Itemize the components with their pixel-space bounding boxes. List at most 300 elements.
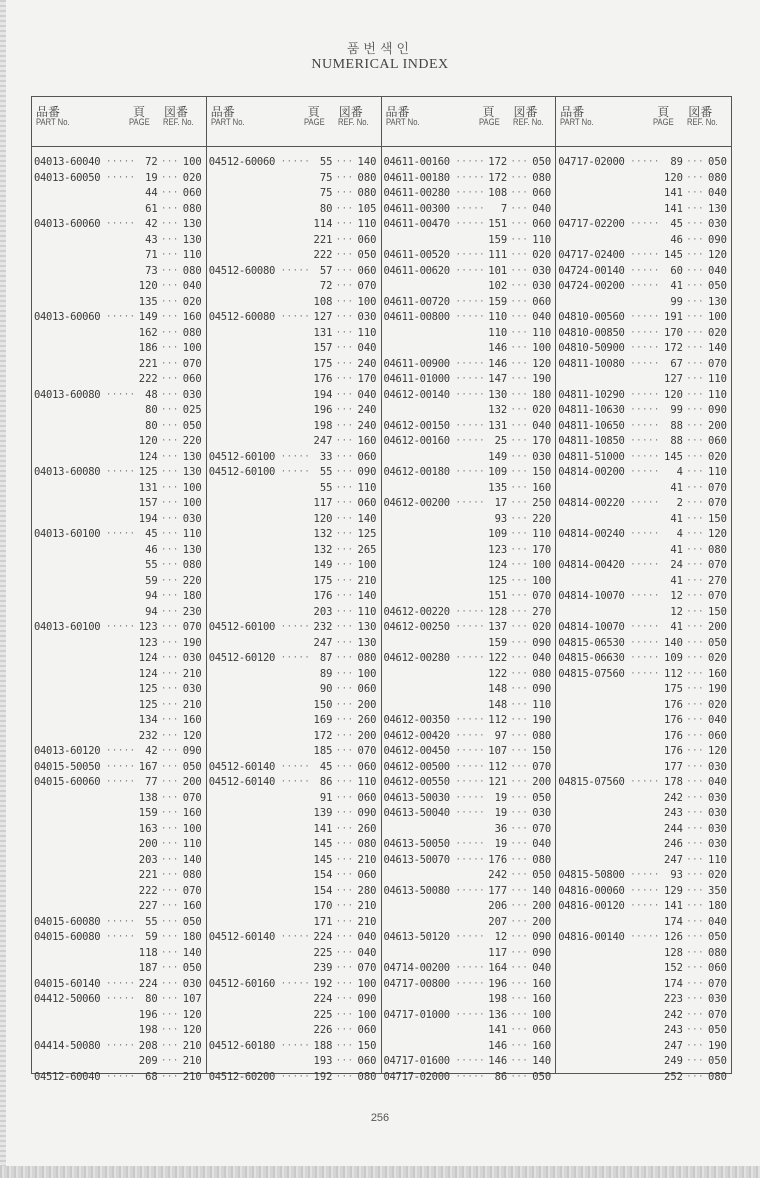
- table-row: [207, 915, 381, 931]
- figure-ref: 260: [357, 822, 377, 835]
- page-ref: 196: [138, 1008, 158, 1021]
- leader-dots: ···: [686, 591, 704, 601]
- figure-ref: 210: [357, 900, 377, 912]
- leader-dots: ···: [335, 870, 354, 880]
- leader-dots: ···: [686, 901, 704, 911]
- page-ref: 112: [488, 714, 508, 726]
- entry-group: [556, 155, 731, 310]
- leader-dots: ···: [160, 157, 179, 167]
- figure-ref: 080: [357, 171, 377, 184]
- leader-dots: ···: [686, 730, 704, 741]
- header-ref-jp: 図番: [164, 105, 189, 119]
- leader-dots: ···: [510, 343, 529, 353]
- leader-dots: ·····: [630, 777, 660, 787]
- header-ref-en: REF. No.: [337, 117, 369, 127]
- page-ref: 55: [319, 466, 333, 478]
- table-row: [207, 264, 381, 280]
- figure-ref: 030: [708, 838, 727, 850]
- page-ref: 167: [138, 760, 158, 773]
- page-ref: 120: [664, 171, 683, 184]
- leader-dots: ·····: [455, 715, 486, 725]
- leader-dots: ···: [686, 420, 704, 431]
- leader-dots: ·····: [280, 312, 311, 322]
- leader-dots: ·····: [280, 761, 311, 772]
- table-row: [382, 1070, 556, 1086]
- table-row: [32, 1023, 206, 1039]
- leader-dots: ···: [335, 467, 354, 477]
- page-ref: 246: [664, 838, 683, 850]
- part-number: 04512-60200: [208, 1070, 275, 1083]
- table-row: [556, 853, 731, 869]
- entry-group: [32, 620, 206, 775]
- figure-ref: 210: [182, 1070, 202, 1083]
- table-row: [382, 806, 556, 822]
- page-ref: 172: [313, 729, 333, 742]
- scan-bottom-edge: [0, 1166, 760, 1178]
- part-number: 04013-60120: [34, 745, 101, 757]
- leader-dots: ···: [160, 978, 179, 989]
- table-row: [382, 372, 556, 388]
- figure-ref: 050: [182, 419, 202, 432]
- figure-ref: 020: [708, 652, 727, 664]
- leader-dots: ·····: [106, 389, 136, 400]
- page-ref: 221: [313, 233, 333, 246]
- page-ref: 109: [488, 528, 508, 540]
- table-row: [207, 760, 381, 776]
- page-ref: 193: [313, 1055, 333, 1067]
- numerical-index-table: [31, 96, 732, 1083]
- figure-ref: 180: [708, 900, 727, 912]
- page-ref: 141: [664, 900, 683, 912]
- figure-ref: 070: [708, 481, 727, 494]
- page-ref: 41: [670, 574, 683, 587]
- leader-dots: ···: [160, 792, 179, 803]
- page-ref: 44: [145, 187, 158, 199]
- leader-dots: ···: [510, 606, 529, 617]
- page-ref: 192: [313, 1070, 333, 1083]
- leader-dots: ···: [160, 994, 179, 1004]
- leader-dots: ···: [510, 1025, 529, 1035]
- figure-ref: 080: [357, 187, 377, 199]
- leader-dots: ···: [510, 498, 529, 508]
- leader-dots: ···: [335, 730, 354, 741]
- leader-dots: ·····: [455, 265, 486, 276]
- figure-ref: 105: [357, 202, 377, 215]
- page-ref: 123: [138, 621, 158, 633]
- page-ref: 24: [670, 559, 683, 571]
- page-ref: 109: [664, 652, 683, 664]
- leader-dots: ···: [686, 250, 704, 260]
- page-ref: 46: [145, 543, 158, 556]
- page-ref: 141: [488, 1024, 508, 1036]
- table-row: [32, 357, 206, 373]
- page-ref: 185: [313, 745, 333, 757]
- table-row: [556, 915, 731, 931]
- part-number: 04811-10630: [558, 404, 625, 416]
- page-ref: 177: [488, 884, 508, 897]
- page-ref: 188: [313, 1039, 333, 1052]
- table-row: [207, 1008, 381, 1024]
- leader-dots: ···: [686, 637, 704, 648]
- page-ref: 170: [313, 900, 333, 912]
- header-ref-jp: 図番: [338, 105, 363, 119]
- table-row: [382, 682, 556, 698]
- leader-dots: ···: [335, 513, 354, 524]
- entry-group: [382, 465, 556, 620]
- page-ref: 121: [488, 776, 508, 788]
- page-ref: 172: [664, 342, 683, 354]
- page-ref: 174: [664, 915, 683, 928]
- leader-dots: ···: [335, 622, 354, 632]
- leader-dots: ·····: [106, 219, 136, 229]
- leader-dots: ···: [686, 358, 704, 369]
- table-row: [207, 822, 381, 838]
- leader-dots: ···: [510, 405, 529, 415]
- page-ref: 247: [664, 1039, 683, 1052]
- figure-ref: 140: [708, 342, 727, 354]
- leader-dots: ···: [510, 420, 529, 431]
- part-number: 04717-00800: [383, 977, 450, 990]
- leader-dots: ···: [510, 839, 529, 849]
- table-row: [207, 620, 381, 636]
- page-ref: 157: [138, 497, 158, 509]
- figure-ref: 260: [357, 714, 377, 726]
- figure-ref: 060: [357, 683, 377, 695]
- table-row: [382, 884, 556, 900]
- leader-dots: ···: [686, 916, 704, 927]
- figure-ref: 200: [532, 776, 552, 788]
- leader-dots: ···: [686, 296, 704, 307]
- page-ref: 123: [488, 543, 508, 556]
- table-row: [32, 992, 206, 1008]
- page-ref: 107: [488, 745, 508, 757]
- leader-dots: ···: [160, 172, 179, 183]
- table-row: [32, 899, 206, 915]
- leader-dots: ···: [686, 327, 704, 338]
- entry-group: [207, 620, 381, 775]
- leader-dots: ·····: [106, 761, 136, 772]
- leader-dots: ·····: [630, 637, 660, 648]
- leader-dots: ···: [510, 513, 529, 524]
- page-ref: 252: [664, 1070, 683, 1083]
- leader-dots: ···: [160, 684, 179, 694]
- leader-dots: ···: [335, 250, 354, 260]
- figure-ref: 240: [357, 404, 377, 416]
- part-number: 04612-00280: [383, 652, 450, 664]
- page-ref: 97: [494, 729, 508, 742]
- table-row: [556, 1008, 731, 1024]
- table-row: [556, 186, 731, 202]
- leader-dots: ···: [335, 312, 354, 322]
- page-ref: 117: [313, 497, 333, 509]
- figure-ref: 050: [708, 280, 727, 292]
- part-number: 04611-00300: [383, 202, 450, 215]
- page-ref: 4: [676, 466, 683, 478]
- page-ref: 151: [488, 590, 508, 602]
- leader-dots: ···: [335, 637, 354, 648]
- page-ref: 93: [494, 512, 508, 525]
- page-ref: 242: [664, 1008, 683, 1021]
- leader-dots: ···: [160, 591, 179, 601]
- table-row: [382, 822, 556, 838]
- page-ref: 61: [145, 202, 158, 215]
- table-row: [556, 791, 731, 807]
- leader-dots: ···: [335, 746, 354, 756]
- leader-dots: ···: [335, 777, 354, 787]
- table-row: [32, 310, 206, 326]
- leader-dots: ···: [510, 560, 529, 570]
- leader-dots: ···: [335, 219, 354, 229]
- figure-ref: 240: [357, 419, 377, 432]
- figure-ref: 110: [532, 698, 552, 711]
- leader-dots: ·····: [455, 854, 486, 865]
- table-row: [207, 930, 381, 946]
- header-ref-en: REF. No.: [163, 117, 194, 127]
- table-row: [32, 279, 206, 295]
- part-number: 04811-10650: [558, 419, 625, 432]
- table-row: [556, 465, 731, 481]
- leader-dots: ···: [686, 374, 704, 384]
- figure-ref: 030: [532, 264, 552, 277]
- page-ref: 194: [313, 388, 333, 401]
- leader-dots: ···: [160, 436, 179, 446]
- figure-ref: 030: [532, 450, 552, 463]
- entry-group: [556, 465, 731, 620]
- page-ref: 196: [488, 977, 508, 990]
- figure-ref: 100: [357, 667, 377, 680]
- leader-dots: ···: [510, 978, 529, 989]
- figure-ref: 100: [182, 156, 202, 168]
- leader-dots: ·····: [106, 1040, 136, 1051]
- table-row: [207, 372, 381, 388]
- table-row: [556, 620, 731, 636]
- leader-dots: ···: [686, 575, 704, 586]
- table-row: [382, 589, 556, 605]
- leader-dots: ···: [335, 420, 354, 431]
- page-ref: 147: [488, 373, 508, 385]
- leader-dots: ···: [335, 498, 354, 508]
- figure-ref: 210: [182, 1039, 202, 1052]
- entry-group: [32, 310, 206, 465]
- leader-dots: ···: [686, 839, 704, 849]
- page-ref: 55: [319, 156, 333, 168]
- table-row: [32, 667, 206, 683]
- table-row: [32, 217, 206, 233]
- leader-dots: ···: [510, 296, 529, 307]
- table-row: [382, 1054, 556, 1070]
- leader-dots: ·····: [455, 978, 486, 989]
- column-header: [32, 97, 206, 147]
- part-number: 04015-60080: [34, 931, 101, 943]
- leader-dots: ·····: [630, 327, 660, 338]
- leader-dots: ···: [686, 436, 704, 446]
- part-number: 04013-60050: [34, 171, 101, 184]
- part-number: 04013-60100: [34, 621, 101, 633]
- leader-dots: ···: [510, 591, 529, 601]
- figure-ref: 080: [357, 1070, 377, 1083]
- table-row: [207, 279, 381, 295]
- table-row: [32, 295, 206, 311]
- leader-dots: ···: [160, 529, 179, 539]
- leader-dots: ·····: [630, 405, 660, 415]
- page-ref: 124: [138, 667, 158, 680]
- leader-dots: ·····: [106, 746, 136, 756]
- leader-dots: ···: [160, 281, 179, 291]
- leader-dots: ···: [686, 467, 704, 477]
- figure-ref: 130: [708, 295, 727, 308]
- page-ref: 109: [488, 466, 508, 478]
- page-ref: 148: [488, 683, 508, 695]
- figure-ref: 030: [708, 993, 727, 1005]
- leader-dots: ·····: [630, 901, 660, 911]
- page-ref: 247: [664, 853, 683, 866]
- figure-ref: 140: [357, 156, 377, 168]
- leader-dots: ···: [160, 420, 179, 431]
- header-part-jp: 品番: [385, 105, 410, 119]
- table-row: [382, 403, 556, 419]
- table-row: [32, 202, 206, 218]
- table-row: [32, 341, 206, 357]
- page-ref: 172: [488, 171, 508, 184]
- leader-dots: ···: [686, 203, 704, 214]
- leader-dots: ···: [160, 467, 179, 477]
- page-ref: 187: [138, 962, 158, 974]
- figure-ref: 170: [357, 373, 377, 385]
- page-ref: 120: [313, 512, 333, 525]
- part-number: 04613-50040: [383, 807, 450, 819]
- leader-dots: ···: [510, 172, 529, 183]
- leader-dots: ···: [335, 823, 354, 834]
- title-english: NUMERICAL INDEX: [311, 57, 449, 72]
- table-row: [207, 729, 381, 745]
- page-ref: 118: [138, 946, 158, 959]
- leader-dots: ···: [686, 823, 704, 834]
- table-row: [207, 682, 381, 698]
- table-row: [32, 233, 206, 249]
- entry-group: [32, 155, 206, 310]
- table-row: [32, 744, 206, 760]
- leader-dots: ···: [510, 1040, 529, 1051]
- leader-dots: ···: [510, 203, 529, 214]
- scan-left-edge: [0, 0, 6, 1178]
- figure-ref: 020: [708, 450, 727, 463]
- leader-dots: ···: [160, 823, 179, 834]
- table-row: [556, 589, 731, 605]
- leader-dots: ···: [510, 870, 529, 880]
- leader-dots: ·····: [630, 265, 660, 276]
- figure-ref: 060: [357, 264, 377, 277]
- leader-dots: ···: [686, 622, 704, 632]
- figure-ref: 020: [182, 171, 202, 184]
- leader-dots: ···: [510, 947, 529, 958]
- page-ref: 239: [313, 962, 333, 974]
- figure-ref: 040: [532, 202, 552, 215]
- table-row: [556, 760, 731, 776]
- figure-ref: 050: [532, 791, 552, 804]
- leader-dots: ···: [686, 451, 704, 462]
- table-row: [382, 930, 556, 946]
- leader-dots: ···: [160, 265, 179, 276]
- table-row: [556, 605, 731, 621]
- leader-dots: ···: [510, 451, 529, 462]
- leader-dots: ·····: [630, 312, 660, 322]
- table-row: [556, 713, 731, 729]
- leader-dots: ···: [510, 823, 529, 834]
- table-row: [32, 527, 206, 543]
- table-row: [32, 651, 206, 667]
- figure-ref: 200: [532, 915, 552, 928]
- page-ref: 75: [319, 187, 333, 199]
- figure-ref: 110: [708, 388, 727, 401]
- leader-dots: ·····: [455, 467, 486, 477]
- leader-dots: ···: [510, 668, 529, 679]
- leader-dots: ·····: [106, 932, 136, 942]
- figure-ref: 130: [357, 636, 377, 649]
- figure-ref: 030: [182, 388, 202, 401]
- page-ref: 89: [670, 156, 683, 168]
- table-row: [556, 450, 731, 466]
- page-ref: 33: [319, 450, 333, 463]
- leader-dots: ···: [510, 281, 529, 291]
- leader-dots: ·····: [455, 606, 486, 617]
- leader-dots: ·····: [455, 296, 486, 307]
- table-row: [32, 155, 206, 171]
- leader-dots: ·····: [630, 389, 660, 400]
- table-row: [32, 248, 206, 264]
- leader-dots: ···: [686, 885, 704, 896]
- entry-group: [382, 930, 556, 1085]
- leader-dots: ·····: [455, 1056, 486, 1066]
- figure-ref: 070: [708, 1008, 727, 1021]
- leader-dots: ···: [686, 343, 704, 353]
- table-row: [32, 775, 206, 791]
- table-row: [32, 837, 206, 853]
- figure-ref: 070: [708, 977, 727, 990]
- page-ref: 72: [145, 156, 158, 168]
- table-row: [556, 372, 731, 388]
- table-row: [382, 651, 556, 667]
- header-part-en: PART No.: [36, 117, 70, 127]
- table-row: [556, 744, 731, 760]
- header-part-en: PART No.: [560, 117, 594, 127]
- table-row: [32, 729, 206, 745]
- page-ref: 176: [488, 853, 508, 866]
- leader-dots: ·····: [280, 777, 311, 787]
- page-ref: 136: [488, 1008, 508, 1021]
- table-row: [32, 403, 206, 419]
- page-ref: 145: [664, 249, 683, 261]
- figure-ref: 180: [182, 590, 202, 602]
- table-row: [556, 946, 731, 962]
- table-row: [32, 806, 206, 822]
- leader-dots: ···: [335, 978, 354, 989]
- entry-group: [382, 310, 556, 465]
- leader-dots: ···: [510, 467, 529, 477]
- leader-dots: ·····: [630, 281, 660, 291]
- figure-ref: 100: [357, 1008, 377, 1021]
- leader-dots: ·····: [280, 978, 311, 989]
- leader-dots: ·····: [106, 622, 136, 632]
- page-ref: 127: [313, 311, 333, 323]
- page-ref: 191: [664, 311, 683, 323]
- leader-dots: ·····: [280, 622, 311, 632]
- page-ref: 117: [488, 946, 508, 959]
- table-row: [207, 1054, 381, 1070]
- page-ref: 171: [313, 915, 333, 928]
- table-row: [382, 899, 556, 915]
- table-row: [207, 992, 381, 1008]
- page-ref: 140: [664, 636, 683, 649]
